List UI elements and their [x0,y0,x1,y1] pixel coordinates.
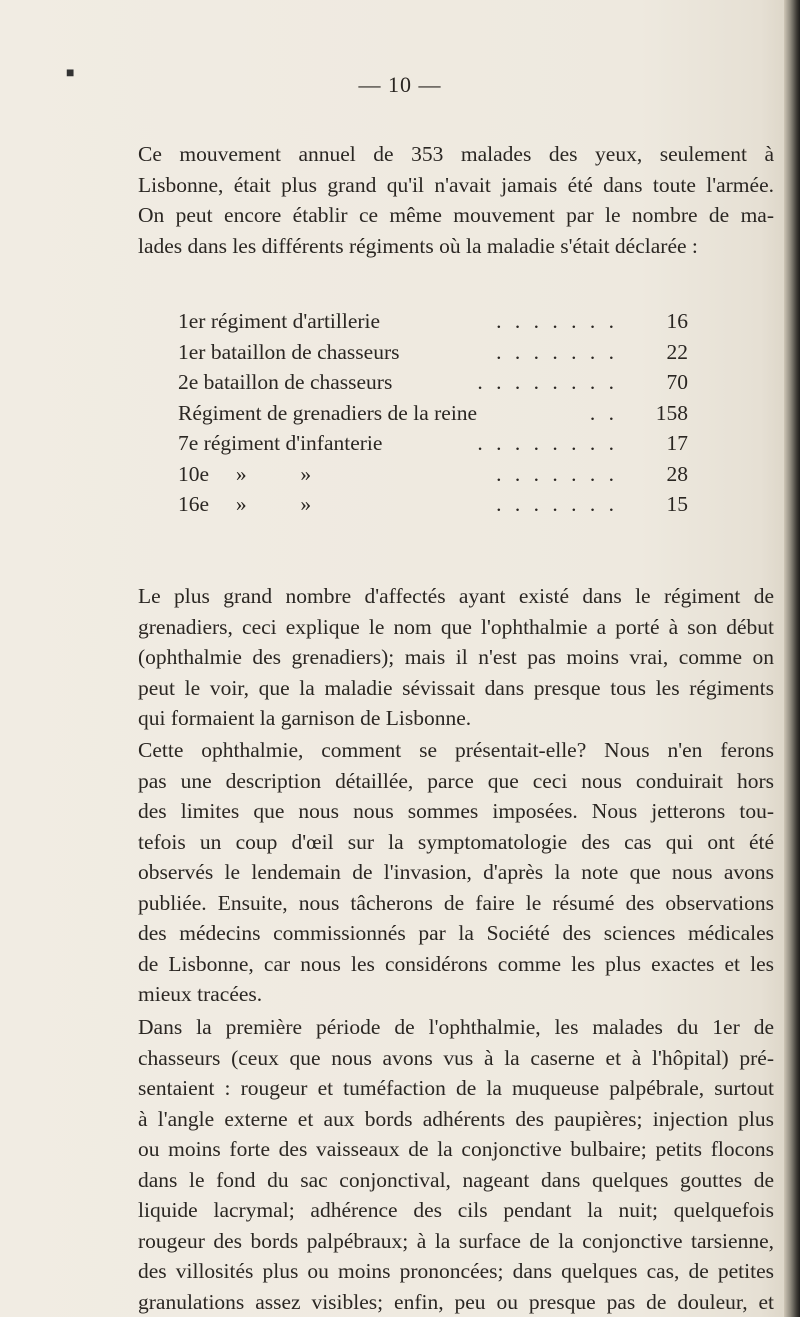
text-line: liquide lacrymal; adhérence des cils pendant la nuit; quelquefois [138,1198,774,1222]
text-line: tefois un coup d'œil sur la symptomatologie des cas qui ont été [138,829,774,854]
text-line: On peut encore établir ce même mouvement par le nombre de ma- [138,203,774,227]
text-line: mieux tracées. [138,982,263,1006]
unit-count: 28 [666,461,688,486]
unit-label: 1er régiment d'artillerie [178,309,381,333]
leader-dots: . . . . . . . . [477,431,618,455]
unit-label: 1er bataillon de chasseurs [178,339,400,364]
text-line: Cette ophthalmie, comment se présentait-elle? Nous n'en ferons [138,738,774,762]
unit-count: 17 [666,431,688,455]
leader-dots: . . . . . . . [496,461,618,486]
text-line: peut le voir, que la maladie sévissait dans presque tous les régiments [138,675,774,700]
table-row [168,306,688,337]
text-line: pas une description détaillée, parce que ceci nous conduirait hors [138,768,774,793]
text-line: observés le lendemain de l'invasion, d'après la note que nous avons [138,860,774,884]
table-row [168,337,688,368]
unit-count: 22 [666,339,688,364]
leader-dots: . . . . . . . . [477,370,618,394]
text-line: Lisbonne, était plus grand qu'il n'avait jamais été dans toute l'armée. [138,172,774,197]
unit-label: 16e » » [178,492,312,516]
page-binding-edge [784,0,800,1317]
unit-label: Régiment de grenadiers de la reine [178,400,478,425]
paragraph-symptoms [138,1012,774,1317]
text-line: Dans la première période de l'ophthalmie, les malades du 1er de [138,1015,774,1039]
text-line: Le plus grand nombre d'affectés ayant existé dans le régiment de [138,584,774,608]
leader-dots: . . . . . . . [496,309,618,333]
text-line: des médecins commissionnés par la Société des sciences médicales [138,921,774,945]
text-line: de Lisbonne, car nous les considérons comme les plus exactes et les [138,951,774,976]
text-line: qui formaient la garnison de Lisbonne. [138,706,472,730]
leader-dots: . . . . . . . [496,492,618,516]
text-line: sentaient : rougeur et tuméfaction de la muqueuse palpébrale, surtout [138,1076,774,1100]
leader-dots: . . [589,400,618,425]
text-line: ou moins forte des vaisseaux de la conjonctive bulbaire; petits flocons [138,1137,774,1161]
unit-label: 2e bataillon de chasseurs [178,370,393,394]
text-line: des villosités plus ou moins prononcées; dans quelques cas, de petites [138,1259,774,1283]
units-table [168,306,688,520]
text-line: rougeur des bords palpébraux; à la surface de la conjonctive tarsienne, [138,1228,774,1253]
text-line: dans le fond du sac conjonctival, nageant dans quelques gouttes de [138,1167,774,1192]
text-line: grenadiers, ceci explique le nom que l'ophthalmie a porté à son début [138,614,774,639]
table-row [168,367,688,398]
text-line: (ophthalmie des grenadiers); mais il n'est pas moins vrai, comme on [138,645,774,669]
table-row [168,459,688,490]
leader-dots: . . . . . . . [496,339,618,364]
text-line: granulations assez visibles; enfin, peu ou presque pas de douleur, et [138,1289,774,1314]
unit-count: 16 [666,309,688,333]
text-line: chasseurs (ceux que nous avons vus à la caserne et à l'hôpital) pré- [138,1045,774,1070]
unit-count: 70 [666,370,688,394]
text-line: lades dans les différents régiments où la maladie s'était déclarée : [138,233,698,258]
text-line: à l'angle externe et aux bords adhérents des paupières; injection plus [138,1106,774,1131]
page-number: — 10 — [358,72,442,97]
unit-count: 158 [655,400,688,425]
table-row [168,398,688,429]
intro-paragraph [138,139,774,261]
paragraph-description [138,735,774,1010]
table-row [168,428,688,459]
text-line: publiée. Ensuite, nous tâcherons de faire le résumé des observations [138,890,774,915]
paragraph-grenadiers [138,581,774,734]
unit-label: 10e » » [178,461,312,486]
bullet-mark: ■ [66,66,75,81]
unit-label: 7e régiment d'infanterie [178,431,383,455]
unit-count: 15 [666,492,688,516]
text-line: Ce mouvement annuel de 353 malades des yeux, seulement à [138,142,774,166]
text-line: des limites que nous nous sommes imposées. Nous jetterons tou- [138,799,774,823]
table-row [168,489,688,520]
